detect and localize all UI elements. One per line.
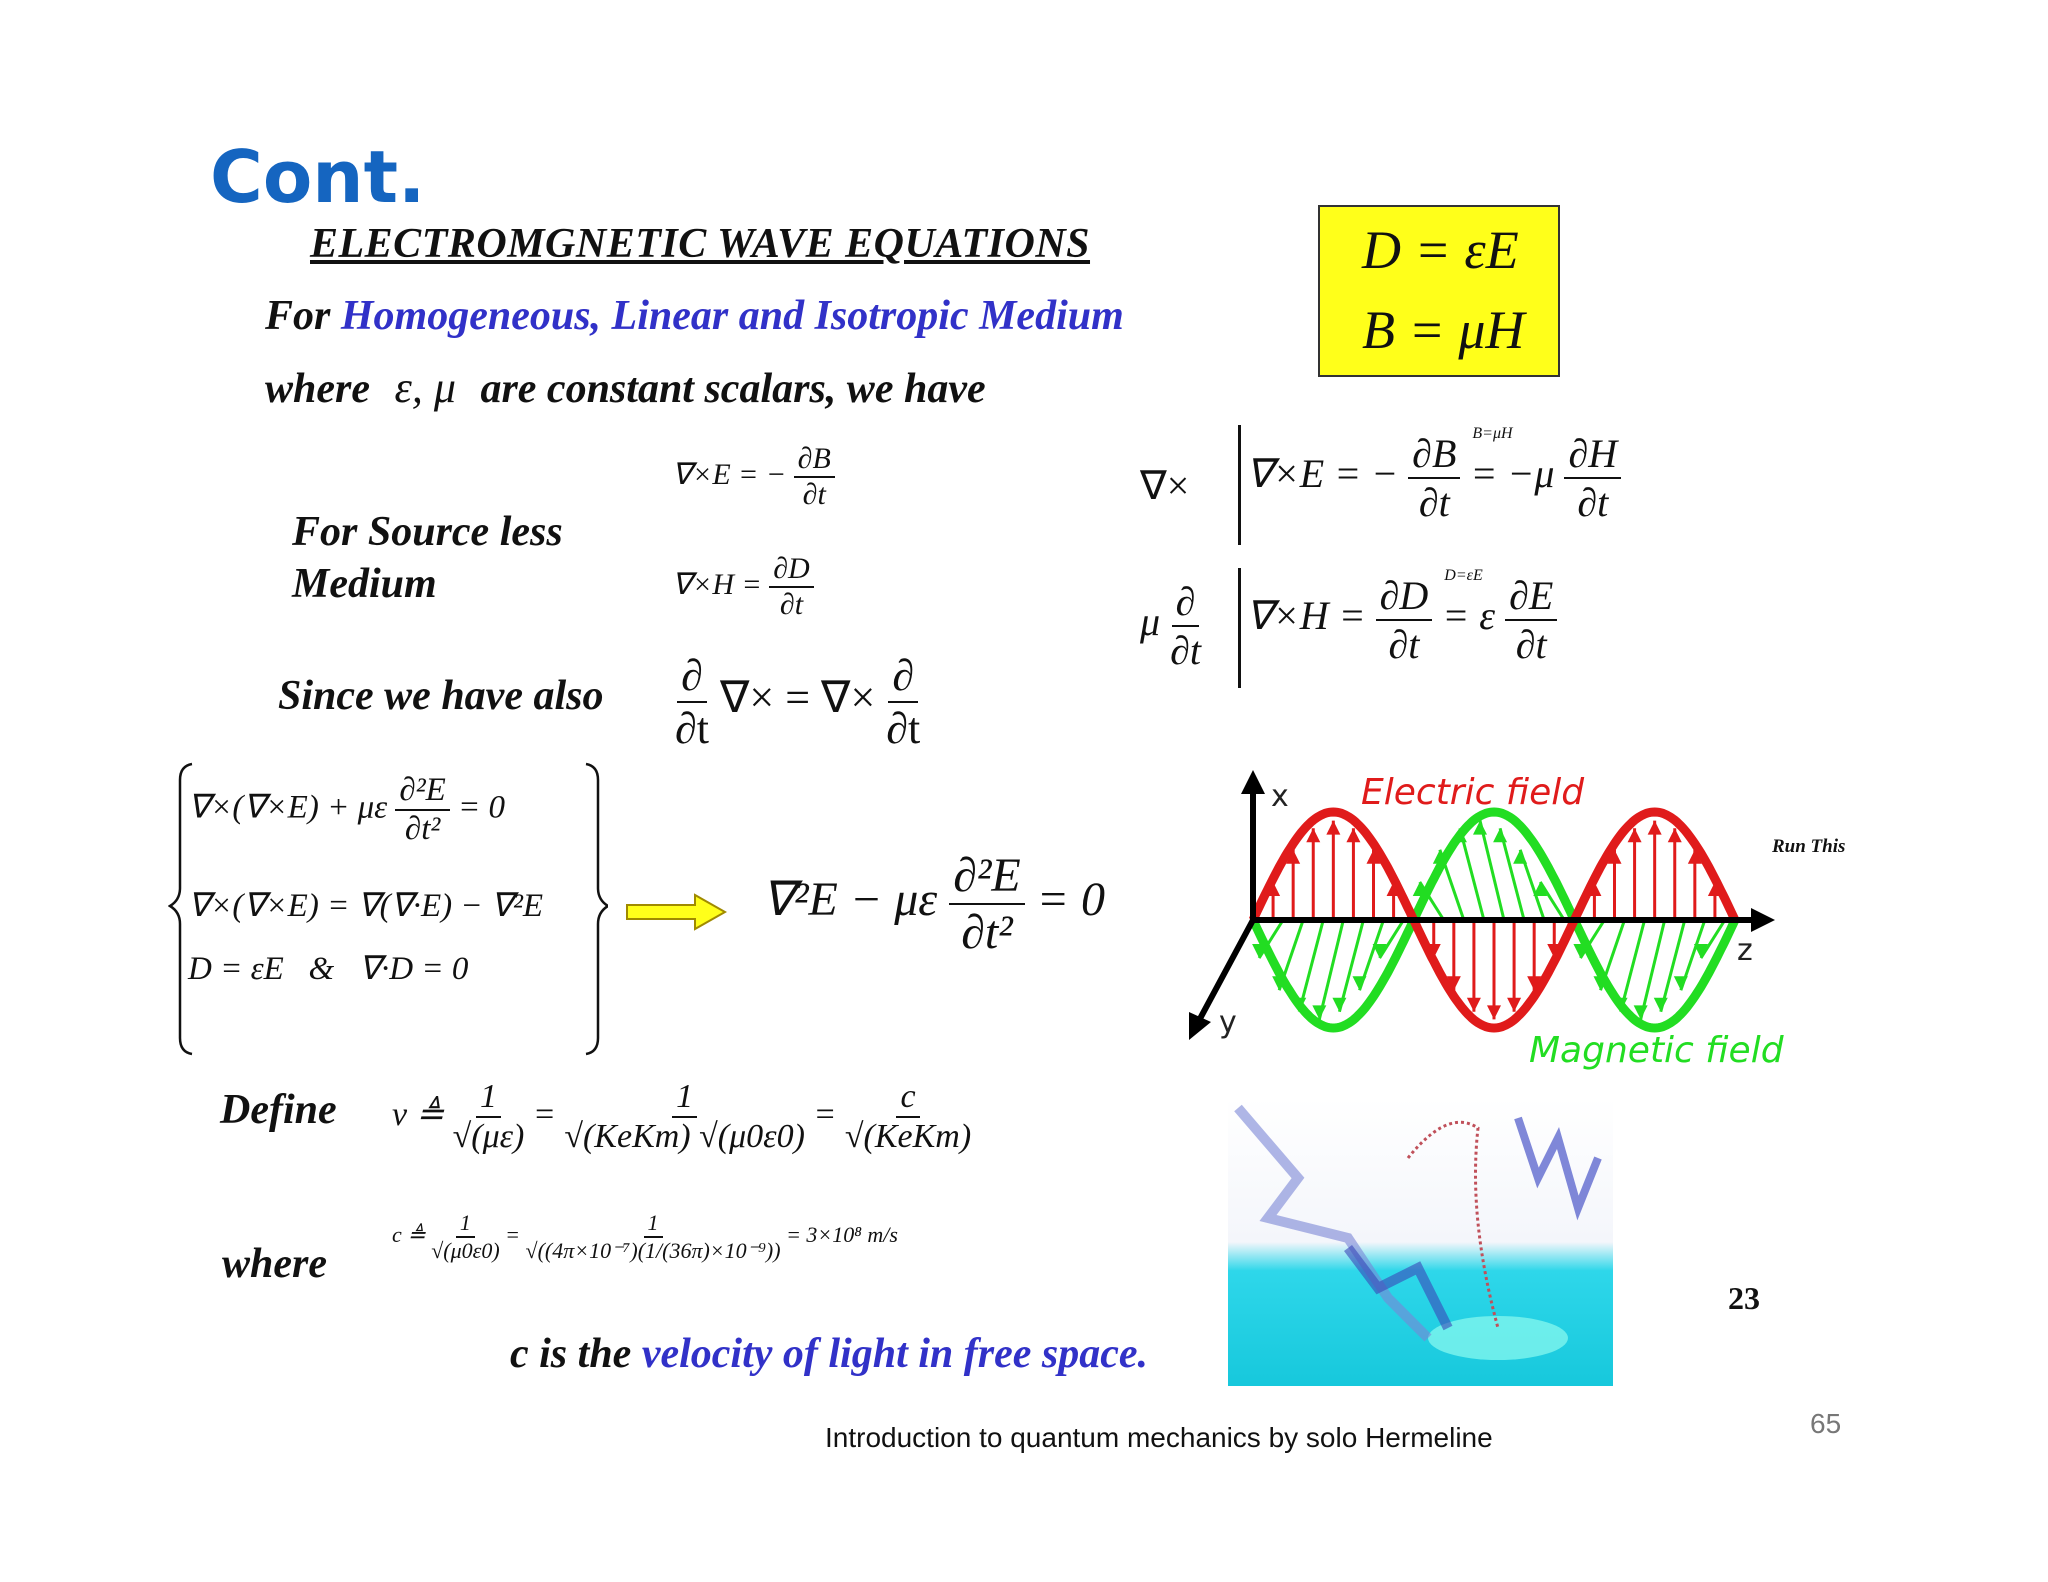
- magnetic-vector-head: [1493, 828, 1507, 842]
- antenna-radiation-image: [1228, 1098, 1613, 1386]
- em-wave-figure: [1175, 760, 1795, 1080]
- def-v: v ≜: [392, 1095, 445, 1133]
- where-line: [265, 362, 986, 413]
- def-den1: √(με): [452, 1118, 525, 1155]
- sys1-num: ∂²E: [395, 772, 449, 811]
- right-mu-dt: [1140, 578, 1201, 674]
- page-number: 65: [1810, 1408, 1842, 1439]
- curl-h-lhs: ∇×H =: [672, 567, 762, 601]
- curl-e-lhs: ∇×E = −: [672, 457, 787, 491]
- define-equation: [392, 1078, 971, 1156]
- inner-slide-number: 23: [1728, 1280, 1760, 1316]
- right2-mu: μ: [1140, 599, 1161, 645]
- electric-vector-head: [1326, 821, 1340, 835]
- commute-d1: ∂: [677, 650, 707, 703]
- wave-lhs: ∇²E − με: [762, 873, 938, 927]
- where-suffix: are constant scalars, we have: [480, 366, 986, 412]
- def-num1: 1: [476, 1078, 501, 1118]
- c-den2: √((4π×10⁻⁷)(1/(36π)×10⁻⁹)): [525, 1238, 781, 1263]
- c-den1: √(μ0ε0): [431, 1238, 500, 1263]
- right1-num2: ∂H: [1564, 430, 1621, 479]
- curl-e-equation: [672, 442, 835, 512]
- y-axis-label: y: [1219, 1005, 1237, 1040]
- footer-text: Introduction to quantum mechanics by solo Hermeline: [825, 1422, 1493, 1453]
- right1-den2: ∂t: [1577, 480, 1609, 525]
- right-curl-h: [1246, 567, 1557, 668]
- right1-sub: B=μH: [1472, 425, 1513, 443]
- electric-vector-head: [1487, 1005, 1501, 1019]
- wave-num: ∂²E: [949, 848, 1024, 905]
- system-eq-2: ∇×(∇×E) = ∇(∇·E) − ∇²E: [188, 888, 544, 924]
- slide-title: Cont.: [210, 135, 426, 219]
- def-den3: √(KeKm): [844, 1118, 972, 1155]
- right2-num2: ∂E: [1505, 572, 1557, 621]
- run-this-link[interactable]: Run This: [1772, 836, 1846, 857]
- wave-den: ∂t²: [961, 906, 1013, 959]
- x-axis-arrowhead: [1241, 770, 1265, 794]
- curl-h-num: ∂D: [769, 552, 814, 588]
- conclusion-prefix: c is the: [510, 1331, 632, 1377]
- conclusion-line: [510, 1330, 1148, 1378]
- c-def: c ≜: [392, 1222, 426, 1248]
- def-num3: c: [896, 1078, 919, 1118]
- system-eq-1: [188, 772, 505, 848]
- commute-dt1: ∂t: [675, 704, 709, 753]
- right2-den: ∂t: [1388, 622, 1420, 667]
- right-curl-operator: ∇×: [1140, 463, 1190, 508]
- right2-sub: D=εE: [1444, 567, 1483, 585]
- right1-mid: = −μ: [1470, 451, 1555, 497]
- right1-num: ∂B: [1408, 430, 1460, 479]
- curl-h-den: ∂t: [779, 588, 804, 621]
- b-equals-mu-h: B = μH: [1362, 300, 1525, 360]
- right2-num: ∂D: [1376, 572, 1433, 621]
- c-eq: =: [505, 1222, 521, 1248]
- c-value: = 3×10⁸ m/s: [786, 1222, 898, 1248]
- c-num2: 1: [644, 1210, 663, 1238]
- source-less-label-1: For Source less: [292, 509, 563, 555]
- def-num2: 1: [672, 1078, 697, 1118]
- c-equation: [392, 1210, 898, 1264]
- right2-d: ∂: [1172, 578, 1200, 627]
- right2-den2: ∂t: [1515, 622, 1547, 667]
- right1-lhs: ∇×E = −: [1246, 451, 1399, 497]
- commutation-equation: [675, 650, 920, 754]
- magnetic-field-label: Magnetic field: [1529, 1030, 1784, 1071]
- electric-vector-head: [1648, 821, 1662, 835]
- right-curl-e: [1246, 425, 1621, 526]
- z-axis-arrowhead: [1751, 908, 1775, 932]
- conclusion-highlight: velocity of light in free space.: [641, 1331, 1149, 1377]
- wave-equation: [762, 848, 1105, 960]
- implies-arrow-icon: [625, 892, 727, 932]
- d-equals-eps-e: D = εE: [1362, 220, 1519, 280]
- curl-e-num: ∂B: [794, 442, 835, 478]
- magnetic-vector-head: [1332, 998, 1346, 1012]
- curl-h-equation: [672, 552, 814, 622]
- commute-middle: ∇× = ∇×: [719, 673, 876, 723]
- magnetic-vector-head: [1513, 850, 1527, 864]
- def-eq1: =: [532, 1095, 556, 1133]
- def-den2: √(KeKm) √(μ0ε0): [564, 1118, 805, 1155]
- since-label: Since we have also: [278, 673, 604, 719]
- system-eq-3: D = εE & ∇·D = 0: [188, 951, 469, 987]
- right-bar-2: [1238, 568, 1241, 688]
- section-heading: ELECTROMGNETIC WAVE EQUATIONS: [310, 221, 1091, 267]
- right-bar-1: [1238, 425, 1241, 545]
- sys1-den: ∂t²: [404, 811, 441, 847]
- source-less-label-2: Medium: [292, 561, 437, 607]
- commute-d2: ∂: [888, 650, 918, 703]
- magnetic-vector-head: [1353, 976, 1367, 990]
- medium-type: Homogeneous, Linear and Isotropic Medium: [340, 293, 1124, 339]
- commute-dt2: ∂t: [886, 704, 921, 753]
- right1-den: ∂t: [1418, 480, 1450, 525]
- magnetic-vector-head: [1654, 998, 1668, 1012]
- c-num1: 1: [456, 1210, 475, 1238]
- where-prefix: where: [265, 366, 370, 412]
- right2-dt: ∂t: [1170, 628, 1201, 673]
- constitutive-relations-box: [1318, 205, 1560, 377]
- def-eq2: =: [813, 1095, 837, 1133]
- right2-lhs: ∇×H =: [1246, 593, 1366, 639]
- x-axis-label: x: [1271, 779, 1289, 814]
- eps-mu-symbols: ε, μ: [394, 363, 456, 412]
- electric-field-label: Electric field: [1361, 772, 1585, 813]
- define-label: Define: [220, 1087, 337, 1133]
- where-label-2: where: [222, 1241, 327, 1287]
- right2-mid: = ε: [1442, 593, 1496, 639]
- sys1-lhs: ∇×(∇×E) + με: [188, 789, 388, 826]
- z-axis-label: z: [1737, 933, 1753, 968]
- medium-line: [265, 292, 1124, 340]
- sys1-rhs: = 0: [458, 789, 506, 826]
- curl-e-den: ∂t: [802, 478, 826, 511]
- wave-rhs: = 0: [1036, 873, 1106, 927]
- for-prefix: For: [265, 293, 331, 339]
- magnetic-vector-head: [1674, 976, 1688, 990]
